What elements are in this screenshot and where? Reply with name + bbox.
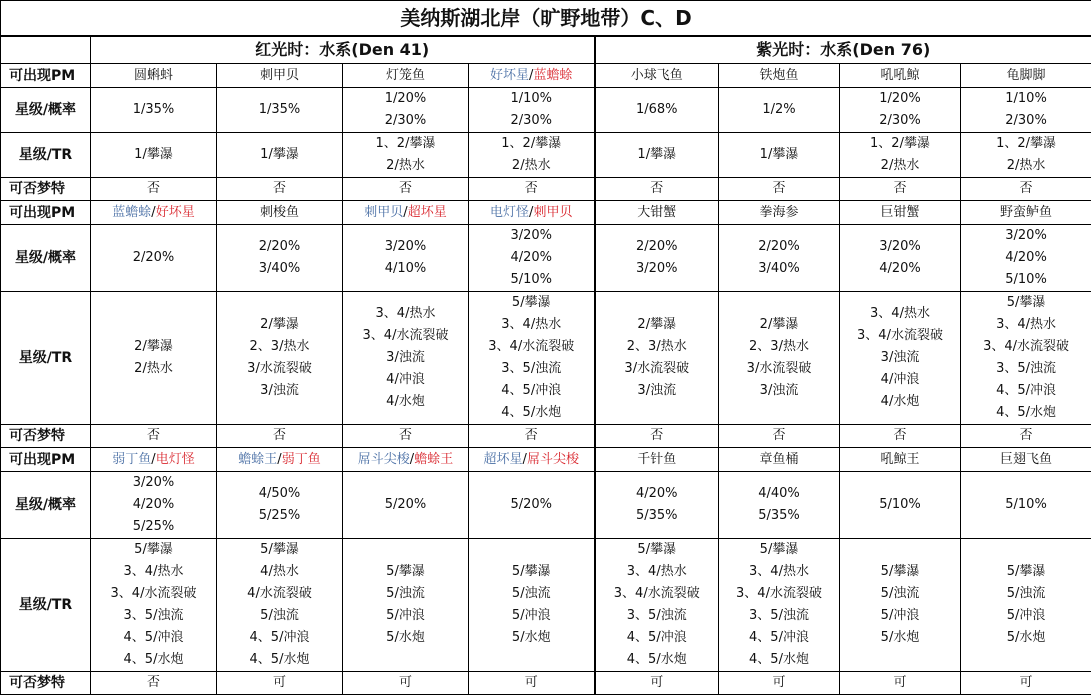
dynamax-cell: 否 <box>469 178 595 201</box>
cell-line: 1/68% <box>635 102 678 117</box>
pokemon-name: 巨钳蟹 <box>880 204 920 220</box>
star-tr-cell <box>91 292 217 425</box>
cell-line: 4、5/水炮 <box>996 405 1056 420</box>
cell-line: 3/浊流 <box>260 383 299 398</box>
pokemon-name: 蓝蟾蜍 <box>112 204 152 220</box>
cell-line: 1/攀瀑 <box>260 147 299 162</box>
pokemon-name: 铁炮鱼 <box>759 67 799 83</box>
cell-line: 5/冲浪 <box>386 608 425 623</box>
cell-line: 2/攀瀑 <box>260 317 299 332</box>
star-rate-cell <box>840 88 961 133</box>
pokemon-name: 电灯怪 <box>155 451 195 467</box>
row-label: 星级/概率 <box>1 88 91 133</box>
cell-line: 5/20% <box>384 497 427 512</box>
star-rate-cell <box>840 472 961 539</box>
cell-line: 3/20% <box>132 475 175 490</box>
cell-line: 5/攀瀑 <box>637 542 677 557</box>
dynamax-cell: 否 <box>343 425 469 448</box>
star-tr-cell <box>719 539 840 672</box>
cell-line: 2、3/热水 <box>626 339 687 354</box>
pm-row <box>1 201 1091 225</box>
dynamax-cell: 否 <box>840 178 961 201</box>
cell-line: 1/10% <box>1005 91 1047 106</box>
pokemon-cell <box>343 201 469 225</box>
pokemon-cell <box>469 448 595 472</box>
cell-line: 5/攀瀑 <box>511 295 551 310</box>
cell-line: 4/10% <box>384 261 427 276</box>
cell-line: 3/水流裂破 <box>624 361 690 376</box>
cell-line: 1、2/攀瀑 <box>501 136 562 151</box>
cell-line: 2/30% <box>510 113 553 128</box>
pokemon-name: 刺梭鱼 <box>259 204 299 220</box>
cell-line: 2/攀瀑 <box>134 339 173 354</box>
star-tr-cell <box>469 539 595 672</box>
row-label: 可否梦特 <box>1 178 91 201</box>
cell-line: 4/水流裂破 <box>247 586 312 601</box>
star-rate-cell <box>469 472 595 539</box>
pokemon-name: 超坏星 <box>483 451 523 467</box>
dynamax-cell: 否 <box>91 178 217 201</box>
star-rate-cell <box>217 88 343 133</box>
star-rate-row <box>1 225 1091 292</box>
cell-line: 5/25% <box>258 508 301 523</box>
cell-line: 5/攀瀑 <box>386 564 425 579</box>
pokemon-name: 小球飞鱼 <box>630 67 683 83</box>
star-tr-cell <box>719 133 840 178</box>
cell-line: 2/30% <box>879 113 921 128</box>
cell-line: 3、4/热水 <box>501 317 562 332</box>
pokemon-cell <box>595 448 719 472</box>
pokemon-name: 野蛮鲈鱼 <box>1000 204 1053 220</box>
cell-line: 1/2% <box>762 102 796 117</box>
row-label: 星级/TR <box>1 292 91 425</box>
star-tr-cell <box>217 292 343 425</box>
cell-line: 5/冲浪 <box>1006 608 1046 623</box>
dynamax-row <box>1 178 1091 201</box>
cell-line: 3、5/浊流 <box>749 608 809 623</box>
pokemon-name: 大钳蟹 <box>637 204 677 220</box>
cell-line: 3、4/水流裂破 <box>983 339 1069 354</box>
star-tr-cell <box>217 133 343 178</box>
star-tr-cell <box>840 539 961 672</box>
star-rate-cell <box>91 225 217 292</box>
dynamax-cell: 可 <box>469 672 595 695</box>
cell-line: 2/20% <box>132 250 175 265</box>
cell-line: 1/攀瀑 <box>759 147 799 162</box>
star-rate-cell <box>595 88 719 133</box>
cell-line: 5/浊流 <box>260 608 299 623</box>
row-label: 星级/TR <box>1 133 91 178</box>
cell-line: 5/冲浪 <box>880 608 920 623</box>
pokemon-name: 圆蝌蚪 <box>133 67 173 83</box>
row-label: 可出现PM <box>1 448 91 472</box>
cell-line: 2/30% <box>384 113 427 128</box>
pokemon-name: 屌斗尖梭 <box>526 451 579 467</box>
row-label: 星级/概率 <box>1 472 91 539</box>
cell-line: 3、5/浊流 <box>626 608 687 623</box>
cell-line: 3/20% <box>384 239 427 254</box>
star-tr-cell <box>961 539 1091 672</box>
cell-line: 5/攀瀑 <box>260 542 299 557</box>
purple-light-header: 紫光时：水系(Den 76) <box>595 36 1091 64</box>
cell-line: 5/攀瀑 <box>1006 564 1046 579</box>
cell-line: 5/冲浪 <box>511 608 551 623</box>
star-rate-cell <box>719 472 840 539</box>
cell-line: 4/冲浪 <box>880 372 920 387</box>
name-separator: / <box>403 204 408 220</box>
cell-line: 2/热水 <box>880 158 920 173</box>
dynamax-cell: 可 <box>719 672 840 695</box>
star-rate-cell <box>595 472 719 539</box>
star-rate-row <box>1 88 1091 133</box>
pokemon-cell <box>595 201 719 225</box>
pokemon-cell <box>961 64 1091 88</box>
cell-line: 1/35% <box>258 102 301 117</box>
cell-line: 2/20% <box>758 239 800 254</box>
cell-line: 1、2/攀瀑 <box>870 136 930 151</box>
cell-line: 5/攀瀑 <box>880 564 920 579</box>
pokemon-cell <box>217 201 343 225</box>
cell-line: 4/20% <box>510 250 553 265</box>
pokemon-name: 千针鱼 <box>637 451 677 467</box>
cell-line: 1、2/攀瀑 <box>375 136 436 151</box>
row-label: 可否梦特 <box>1 425 91 448</box>
pokemon-name: 电灯怪 <box>490 204 530 220</box>
star-rate-cell <box>961 472 1091 539</box>
cell-line: 5/水炮 <box>880 630 920 645</box>
dynamax-cell: 否 <box>719 178 840 201</box>
cell-line: 4、5/水炮 <box>123 652 184 667</box>
table-body <box>1 1 1091 695</box>
cell-line: 5/浊流 <box>511 586 551 601</box>
dynamax-cell: 可 <box>961 672 1091 695</box>
cell-line: 5/攀瀑 <box>511 564 551 579</box>
dynamax-cell: 否 <box>595 178 719 201</box>
star-rate-cell <box>91 472 217 539</box>
star-tr-row <box>1 292 1091 425</box>
cell-line: 3、4/热水 <box>749 564 809 579</box>
cell-line: 2/攀瀑 <box>759 317 799 332</box>
cell-line: 3/20% <box>510 228 553 243</box>
pokemon-cell <box>595 64 719 88</box>
cell-line: 5/35% <box>635 508 678 523</box>
star-tr-row <box>1 539 1091 672</box>
dynamax-row <box>1 672 1091 695</box>
cell-line: 4、5/冲浪 <box>249 630 310 645</box>
dynamax-cell: 可 <box>595 672 719 695</box>
star-tr-cell <box>91 539 217 672</box>
dynamax-cell: 否 <box>961 178 1091 201</box>
pokemon-name: 灯笼鱼 <box>385 67 425 83</box>
pm-row <box>1 448 1091 472</box>
star-rate-cell <box>719 88 840 133</box>
cell-line: 5/浊流 <box>880 586 920 601</box>
pokemon-name: 吼吼鲸 <box>880 67 920 83</box>
pokemon-name: 吼鲸王 <box>880 451 920 467</box>
star-tr-cell <box>91 133 217 178</box>
cell-line: 4、5/冲浪 <box>501 383 562 398</box>
star-tr-cell <box>217 539 343 672</box>
pokemon-cell <box>91 64 217 88</box>
star-rate-cell <box>469 88 595 133</box>
pokemon-cell <box>91 448 217 472</box>
dynamax-cell: 可 <box>343 672 469 695</box>
name-separator: / <box>409 451 415 467</box>
cell-line: 5/水炮 <box>1006 630 1046 645</box>
cell-line: 3、4/热水 <box>123 564 184 579</box>
cell-line: 1/攀瀑 <box>637 147 677 162</box>
cell-line: 5/10% <box>879 497 921 512</box>
cell-line: 4/水炮 <box>880 394 920 409</box>
pokemon-cell <box>469 64 595 88</box>
dynamax-cell: 否 <box>719 425 840 448</box>
cell-line: 5/水炮 <box>511 630 551 645</box>
star-tr-cell <box>961 292 1091 425</box>
cell-line: 1/10% <box>510 91 553 106</box>
cell-line: 5/水炮 <box>386 630 425 645</box>
pokemon-cell <box>719 64 840 88</box>
row-label: 可出现PM <box>1 201 91 225</box>
cell-line: 4/热水 <box>260 564 299 579</box>
cell-line: 3/浊流 <box>386 350 425 365</box>
cell-line: 3、5/浊流 <box>123 608 184 623</box>
cell-line: 2/热水 <box>511 158 551 173</box>
pokemon-cell <box>91 201 217 225</box>
cell-line: 3、4/热水 <box>870 306 930 321</box>
star-tr-cell <box>840 292 961 425</box>
row-label: 可出现PM <box>1 64 91 88</box>
cell-line: 5/35% <box>758 508 800 523</box>
pokemon-name: 龟脚脚 <box>1006 67 1046 83</box>
cell-line: 5/攀瀑 <box>759 542 799 557</box>
cell-line: 5/25% <box>132 519 175 534</box>
cell-line: 4/40% <box>758 486 800 501</box>
cell-line: 3、5/浊流 <box>501 361 562 376</box>
star-rate-cell <box>217 225 343 292</box>
pokemon-cell <box>840 448 961 472</box>
title-row <box>1 1 1091 37</box>
cell-line: 2/20% <box>258 239 301 254</box>
star-rate-cell <box>961 88 1091 133</box>
star-rate-cell <box>343 472 469 539</box>
pokemon-cell <box>217 64 343 88</box>
cell-line: 4/20% <box>1005 250 1047 265</box>
cell-line: 4/20% <box>879 261 921 276</box>
star-tr-row <box>1 133 1091 178</box>
cell-line: 4、5/冲浪 <box>996 383 1056 398</box>
name-separator: / <box>522 451 527 467</box>
pokemon-cell <box>469 201 595 225</box>
pokemon-cell <box>961 448 1091 472</box>
name-separator: / <box>529 67 534 83</box>
pokemon-name: 刺甲贝 <box>364 204 404 220</box>
star-rate-row <box>1 472 1091 539</box>
cell-line: 3、4/热水 <box>626 564 687 579</box>
cell-line: 3/浊流 <box>637 383 677 398</box>
cell-line: 4/冲浪 <box>386 372 425 387</box>
star-tr-cell <box>469 133 595 178</box>
pokemon-name: 刺甲贝 <box>533 204 573 220</box>
pokemon-cell <box>719 201 840 225</box>
pokemon-name: 弱丁鱼 <box>281 451 321 467</box>
pokemon-cell <box>343 448 469 472</box>
cell-line: 4、5/水炮 <box>626 652 687 667</box>
dynamax-row <box>1 425 1091 448</box>
pokemon-cell <box>961 201 1091 225</box>
cell-line: 4/水炮 <box>386 394 425 409</box>
pokemon-cell <box>343 64 469 88</box>
name-separator: / <box>151 204 156 220</box>
pokemon-name: 好坏星 <box>490 67 530 83</box>
cell-line: 2/攀瀑 <box>637 317 677 332</box>
row-label: 星级/概率 <box>1 225 91 292</box>
dynamax-cell: 否 <box>840 425 961 448</box>
cell-line: 5/10% <box>1005 272 1047 287</box>
cell-line: 5/10% <box>510 272 553 287</box>
cell-line: 3/20% <box>635 261 678 276</box>
star-rate-cell <box>343 225 469 292</box>
dynamax-cell: 否 <box>217 178 343 201</box>
red-light-header: 红光时：水系(Den 41) <box>91 36 595 64</box>
pokemon-name: 章鱼桶 <box>759 451 799 467</box>
star-tr-cell <box>840 133 961 178</box>
name-separator: / <box>529 204 534 220</box>
cell-line: 1/20% <box>879 91 921 106</box>
cell-line: 3/水流裂破 <box>746 361 812 376</box>
dynamax-cell: 否 <box>91 425 217 448</box>
cell-line: 3、5/浊流 <box>996 361 1056 376</box>
star-rate-cell <box>961 225 1091 292</box>
corner-cell <box>1 36 91 64</box>
star-rate-cell <box>217 472 343 539</box>
dynamax-cell: 否 <box>595 425 719 448</box>
cell-line: 4、5/水炮 <box>749 652 809 667</box>
cell-line: 5/攀瀑 <box>134 542 173 557</box>
dynamax-cell: 否 <box>961 425 1091 448</box>
cell-line: 3/40% <box>258 261 301 276</box>
cell-line: 4/50% <box>258 486 301 501</box>
pokemon-name: 蟾蜍王 <box>414 451 454 467</box>
cell-line: 4/20% <box>635 486 678 501</box>
cell-line: 3/水流裂破 <box>247 361 312 376</box>
cell-line: 3、4/热水 <box>996 317 1056 332</box>
cell-line: 3、4/水流裂破 <box>362 328 449 343</box>
dynamax-cell: 否 <box>469 425 595 448</box>
cell-line: 3、4/水流裂破 <box>736 586 822 601</box>
cell-line: 3/40% <box>758 261 800 276</box>
cell-line: 1/攀瀑 <box>134 147 173 162</box>
cell-line: 2、3/热水 <box>749 339 809 354</box>
star-tr-cell <box>343 539 469 672</box>
cell-line: 3、4/水流裂破 <box>857 328 943 343</box>
cell-line: 1/20% <box>384 91 427 106</box>
star-tr-cell <box>343 133 469 178</box>
cell-line: 3/浊流 <box>759 383 799 398</box>
cell-line: 4、5/冲浪 <box>123 630 184 645</box>
dynamax-cell: 否 <box>343 178 469 201</box>
star-tr-cell <box>595 292 719 425</box>
cell-line: 2、3/热水 <box>249 339 310 354</box>
cell-line: 5/20% <box>510 497 553 512</box>
star-tr-cell <box>595 133 719 178</box>
cell-line: 4、5/冲浪 <box>749 630 809 645</box>
star-rate-cell <box>595 225 719 292</box>
cell-line: 5/攀瀑 <box>1006 295 1046 310</box>
cell-line: 4、5/水炮 <box>249 652 310 667</box>
cell-line: 2/30% <box>1005 113 1047 128</box>
row-label: 可否梦特 <box>1 672 91 695</box>
star-rate-cell <box>91 88 217 133</box>
pokemon-name: 超坏星 <box>407 204 447 220</box>
cell-line: 4/20% <box>132 497 175 512</box>
row-label: 星级/TR <box>1 539 91 672</box>
pokemon-name: 好坏星 <box>155 204 195 220</box>
pokemon-name: 拳海参 <box>759 204 799 220</box>
pokemon-name: 屌斗尖梭 <box>357 451 410 467</box>
star-tr-cell <box>343 292 469 425</box>
star-rate-cell <box>343 88 469 133</box>
star-tr-cell <box>595 539 719 672</box>
star-rate-cell <box>840 225 961 292</box>
cell-line: 3、4/热水 <box>375 306 436 321</box>
cell-line: 3/20% <box>879 239 921 254</box>
cell-line: 2/热水 <box>134 361 173 376</box>
dynamax-cell: 可 <box>840 672 961 695</box>
cell-line: 5/浊流 <box>386 586 425 601</box>
cell-line: 2/热水 <box>386 158 425 173</box>
star-rate-cell <box>719 225 840 292</box>
dynamax-cell: 可 <box>217 672 343 695</box>
cell-line: 5/10% <box>1005 497 1047 512</box>
cell-line: 3、4/水流裂破 <box>613 586 700 601</box>
cell-line: 2/20% <box>635 239 678 254</box>
cell-line: 2/热水 <box>1006 158 1046 173</box>
pokemon-cell <box>840 201 961 225</box>
cell-line: 1、2/攀瀑 <box>996 136 1056 151</box>
pokemon-name: 蟾蜍王 <box>238 451 278 467</box>
pokemon-name: 巨翅飞鱼 <box>1000 451 1053 467</box>
name-separator: / <box>151 451 156 467</box>
cell-line: 3、4/水流裂破 <box>110 586 197 601</box>
dynamax-cell: 否 <box>91 672 217 695</box>
dynamax-cell: 否 <box>217 425 343 448</box>
cell-line: 3/20% <box>1005 228 1047 243</box>
pokemon-name: 刺甲贝 <box>259 67 299 83</box>
cell-line: 5/浊流 <box>1006 586 1046 601</box>
pokemon-name: 弱丁鱼 <box>112 451 152 467</box>
cell-line: 1/35% <box>132 102 175 117</box>
group-header-row <box>1 36 1091 64</box>
star-tr-cell <box>961 133 1091 178</box>
star-rate-cell <box>469 225 595 292</box>
pm-row <box>1 64 1091 88</box>
pokemon-cell <box>840 64 961 88</box>
name-separator: / <box>277 451 282 467</box>
cell-line: 3/浊流 <box>880 350 920 365</box>
page-title: 美纳斯湖北岸（旷野地带）C、D <box>1 1 1091 37</box>
cell-line: 3、4/水流裂破 <box>488 339 575 354</box>
pokemon-cell <box>217 448 343 472</box>
pokemon-name: 蓝蟾蜍 <box>533 67 573 83</box>
cell-line: 4、5/水炮 <box>501 405 562 420</box>
cell-line: 4、5/冲浪 <box>626 630 687 645</box>
pokemon-cell <box>719 448 840 472</box>
star-tr-cell <box>469 292 595 425</box>
star-tr-cell <box>719 292 840 425</box>
